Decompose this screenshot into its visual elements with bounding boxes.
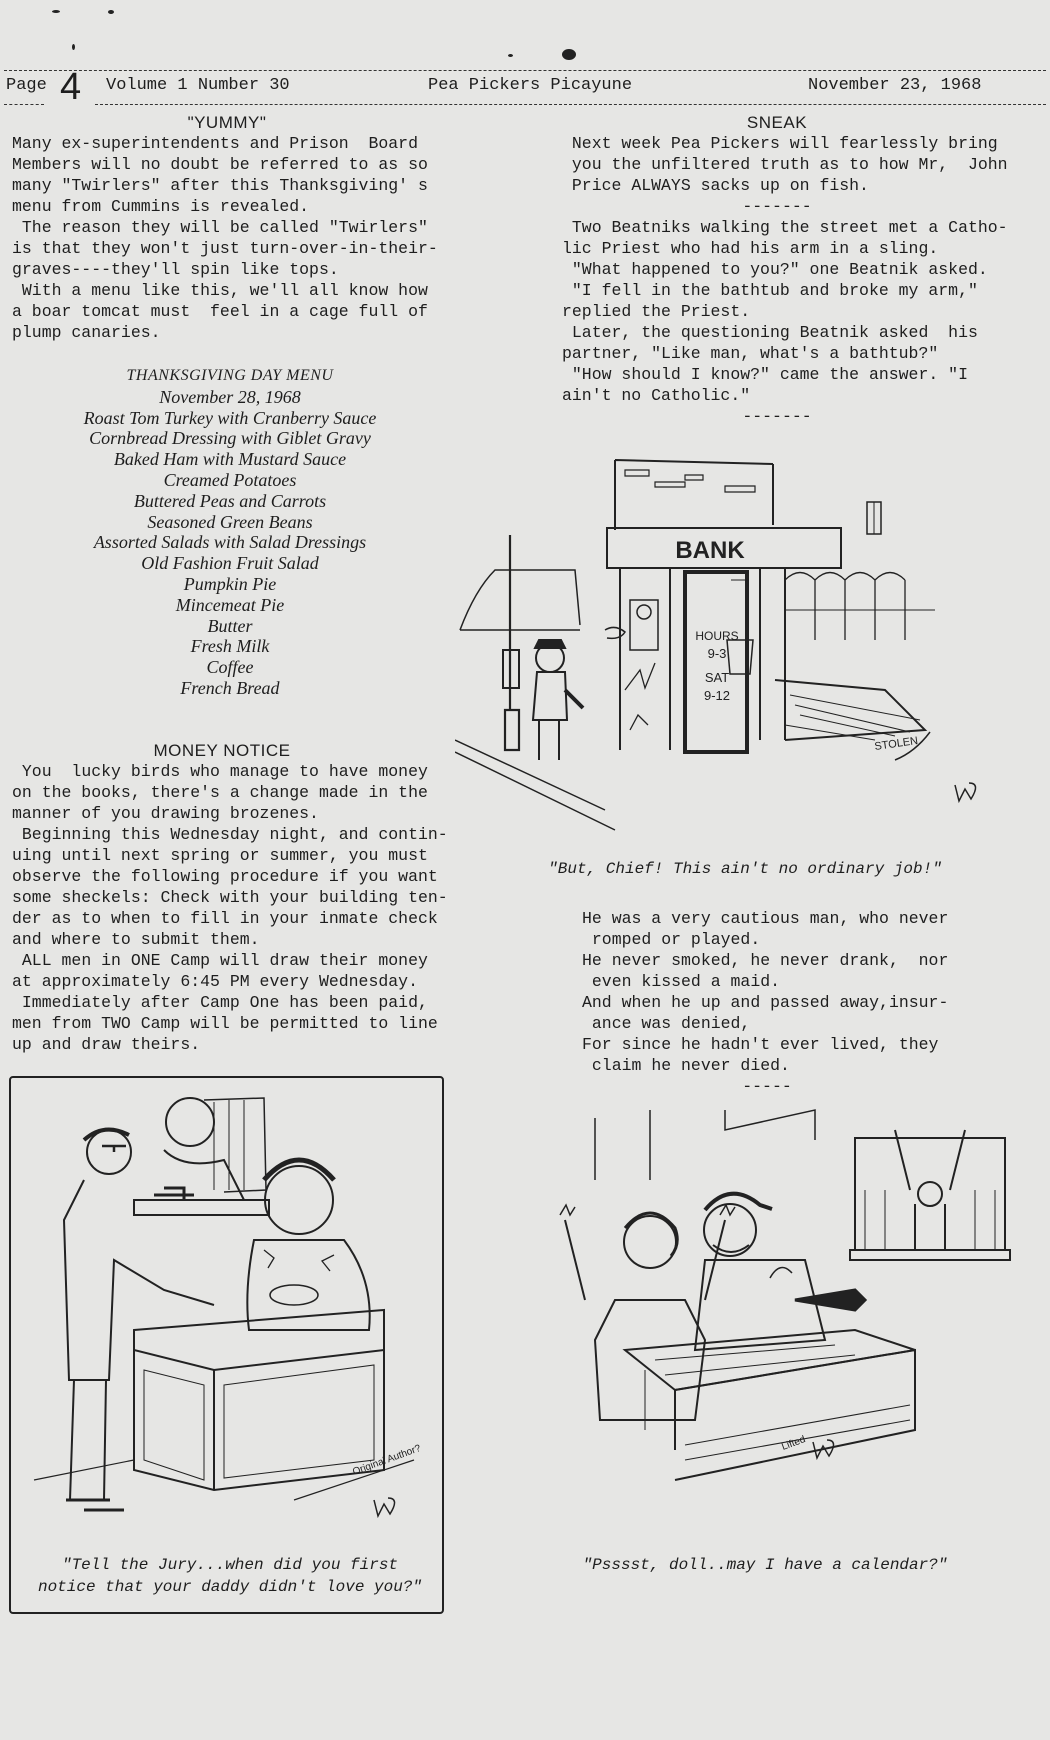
bank-window (630, 600, 658, 650)
gun-icon (795, 1290, 865, 1310)
scan-speck (562, 49, 576, 60)
poem (582, 908, 1022, 1097)
witness-box-top (134, 1310, 384, 1370)
door-hours-sat-label: SAT (704, 670, 730, 685)
police-cap (535, 640, 565, 648)
header-rule-top (4, 70, 1046, 71)
robber-head (704, 1204, 756, 1256)
money-notice-article (12, 740, 457, 1055)
menu-item: Pumpkin Pie (183, 573, 277, 594)
counter-lines (645, 1345, 855, 1430)
counter-front (675, 1350, 915, 1480)
menu-item: Mincemeat Pie (175, 594, 285, 615)
beatnik-paragraph: "How should I know?" came the answer. "I ain't no Catholic." (562, 365, 968, 405)
yummy-title: "YUMMY" (187, 113, 267, 132)
menu-item: Creamed Potatoes (163, 469, 297, 490)
menu-item: Butter (207, 615, 253, 636)
window-man-arms-up (895, 1130, 965, 1250)
lamp-post (505, 535, 519, 750)
bank-door (685, 572, 747, 752)
counter-detail (685, 1405, 910, 1460)
bank-cartoon (455, 440, 995, 840)
yummy-paragraph: Many ex-superintendents and Prison Board Members will no doubt be referred to as so many "Twirlers" after this Thanksgiving' s menu from Cummins is revealed. (12, 134, 428, 216)
menu-item: French Bread (180, 677, 280, 698)
poem-line: He was a very cautious man, who never romped or played. (582, 909, 949, 949)
sneak-article (562, 112, 1032, 427)
poem-line: For since he hadn't ever lived, they claim he never died. (582, 1035, 939, 1075)
bank-sign: BANK (675, 537, 745, 564)
witness-hands (270, 1285, 318, 1305)
back-window (850, 1138, 1010, 1260)
robber-hand (770, 1268, 792, 1278)
trash-can (727, 640, 753, 674)
volume-number: Volume 1 Number 30 (106, 76, 290, 95)
door-hours-saturday: 9-12 (703, 688, 731, 703)
gavel-icon (154, 1188, 194, 1200)
bar-caption: "Psssst, doll..may I have a calendar?" (582, 1556, 948, 1574)
beatnik-paragraph: Two Beatniks walking the street met a Catho- lic Priest who had his arm in a sling. (562, 218, 1008, 258)
judge-head (166, 1098, 214, 1146)
sneak-paragraph: Next week Pea Pickers will fearlessly bring you the unfiltered truth as to how Mr, John Price ALWAYS sacks up on fish. (571, 134, 1008, 195)
header-rule-left (4, 104, 44, 105)
witness-box-panels (144, 1365, 374, 1480)
scan-speck (508, 54, 513, 57)
artist-note: Lifted (780, 1434, 808, 1453)
court-caption: "Tell the Jury...when did you first notice that your daddy didn't love you?" (37, 1556, 423, 1596)
woman-hair (625, 1213, 677, 1256)
money-paragraph: Immediately after Camp One has been paid, men from TWO Camp will be permitted to line up and draw theirs. (12, 993, 438, 1054)
menu-item: Baked Ham with Mustard Sauce (113, 449, 347, 470)
judge-robe (164, 1150, 244, 1200)
menu-item: Fresh Milk (190, 636, 270, 657)
bank-columns (620, 568, 785, 750)
poem-line: And when he up and passed away,insur- ance was denied, (582, 993, 949, 1033)
page-number: 4 (60, 66, 82, 108)
window-bars (865, 1190, 995, 1250)
yummy-paragraph: The reason they will be called "Twirlers" is that they won't just turn-over-in-their- graves----they'll spin like tops. (12, 218, 438, 279)
menu-heading: THANKSGIVING DAY MENU (126, 367, 334, 384)
floor-line (34, 1460, 134, 1480)
paper-name: Pea Pickers Picayune (428, 76, 633, 95)
fence (785, 573, 905, 641)
artist-signature (374, 1498, 395, 1516)
header-rule-bottom (95, 104, 1046, 105)
page-label: Page (6, 76, 47, 95)
money-paragraph: You lucky birds who manage to have money on the books, there's a change made in the manner of you drawing brozenes. (12, 762, 428, 823)
sneak-divider: ------- (742, 197, 812, 216)
scan-speck (52, 10, 60, 13)
beatnik-divider: ------- (742, 407, 812, 426)
issue-date: November 23, 1968 (808, 76, 982, 95)
scan-speck (72, 44, 75, 50)
brick-patch (625, 470, 755, 492)
bar-cartoon (555, 1100, 1015, 1540)
nightstick (565, 690, 583, 708)
judge-bench (134, 1200, 269, 1215)
sneak-title: SNEAK (746, 113, 808, 132)
door-hours-weekday: 9-3 (707, 646, 727, 661)
menu-item: Buttered Peas and Carrots (133, 490, 327, 511)
bank-caption: "But, Chief! This ain't no ordinary job!" (548, 860, 942, 878)
jacket-pattern (264, 1250, 334, 1271)
woman-head (624, 1216, 676, 1268)
money-paragraph: Beginning this Wednesday night, and contin- uing until next spring or summer, you must observe the following procedure if you want some sheckels: Check with your building ten- der as to when to fill in your inmate check and where to submit them. (12, 825, 448, 949)
menu-date: November 28, 1968 (159, 386, 301, 407)
policeman-body (533, 672, 567, 760)
menu-item: Roast Tom Turkey with Cranberry Sauce (83, 407, 377, 428)
lawyer-body (64, 1180, 214, 1380)
hand-reaching (605, 627, 625, 638)
stolen-scrawl: STOLEN (873, 734, 919, 753)
poem-line: He never smoked, he never drank, nor even kissed a maid. (582, 951, 949, 991)
beatnik-paragraph: Later, the questioning Beatnik asked his partner, "Like man, what's a bathtub?" (562, 323, 978, 363)
yummy-article (12, 112, 442, 343)
woman-body (595, 1300, 705, 1420)
lawyer-head (87, 1130, 131, 1174)
cracked-glass (625, 663, 655, 730)
artist-note: Original Author? (351, 1442, 423, 1478)
awning (460, 570, 580, 630)
menu-item: Coffee (206, 657, 254, 678)
witness-head (265, 1166, 333, 1234)
robber-coat (695, 1260, 825, 1350)
thanksgiving-menu (30, 366, 430, 699)
menu-item: Old Fashion Fruit Salad (141, 553, 319, 574)
judge-chair (204, 1098, 266, 1192)
menu-item: Seasoned Green Beans (147, 511, 313, 532)
scan-speck (108, 10, 114, 14)
counter-top (625, 1330, 915, 1390)
menu-item: Assorted Salads with Salad Dressings (93, 532, 367, 553)
money-paragraph: ALL men in ONE Camp will draw their money at approximately 6:45 PM every Wednesday. (12, 951, 428, 991)
yummy-paragraph: With a menu like this, we'll all know how a boar tomcat must feel in a cage full of plump canaries. (12, 281, 428, 342)
poem-divider: ----- (742, 1077, 792, 1096)
money-notice-title: MONEY NOTICE (153, 741, 291, 760)
beatnik-paragraph: "What happened to you?" one Beatnik asked. (562, 260, 988, 279)
window-man-head (918, 1182, 942, 1206)
beatnik-paragraph: "I fell in the bathtub and broke my arm," replied the Priest. (562, 281, 978, 321)
emblem-icon (637, 605, 651, 619)
bank-floor (775, 680, 925, 740)
chair-lines (214, 1100, 244, 1190)
court-cartoon (14, 1080, 434, 1550)
wall-lines (595, 1110, 815, 1180)
menu-item: Cornbread Dressing with Giblet Gravy (89, 428, 371, 449)
lawyer-glasses-icon (102, 1146, 126, 1152)
door-hours-label: HOURS (695, 629, 739, 643)
floor-lines (785, 695, 920, 740)
lawyer-shoes (66, 1500, 124, 1510)
artist-signature (955, 783, 976, 801)
lawyer-legs (70, 1380, 106, 1500)
sidewalk-curb (455, 740, 615, 830)
